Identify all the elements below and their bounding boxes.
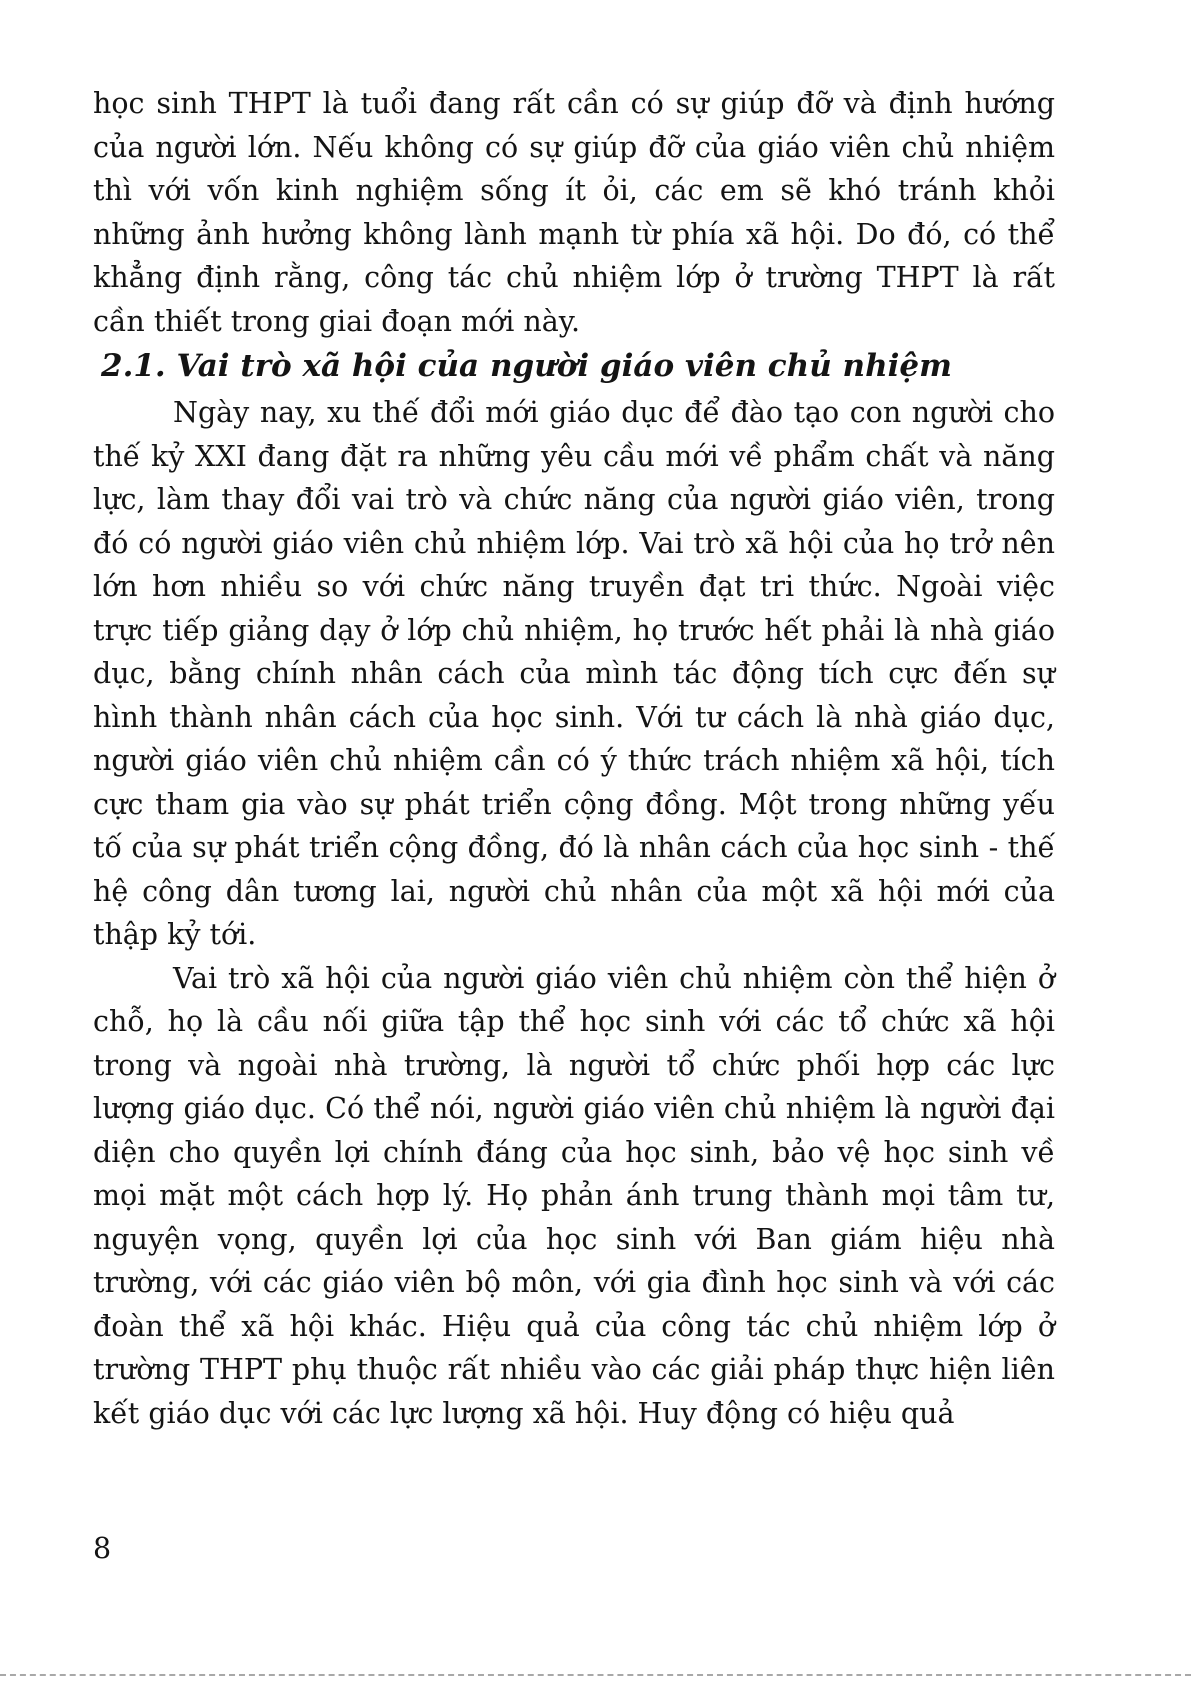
page-bottom-edge [0,1674,1191,1676]
page-body [93,82,1055,1435]
paragraph-continued: học sinh THPT là tuổi đang rất cần có sự giúp đỡ và định hướng của người lớn. Nếu không có sự giúp đỡ của giáo viên chủ nhiệm thì với vốn kinh nghiệm sống ít ỏi, các em sẽ khó tránh khỏi những ảnh hưởng không lành mạnh từ phía xã hội. Do đó, có thể khẳng định rằng, công tác chủ nhiệm lớp ở trường THPT là rất cần thiết trong giai đoạn mới này. [93,87,1055,338]
section-heading: 2.1. Vai trò xã hội của người giáo viên chủ nhiệm [101,348,952,384]
paragraph-bridge-role: Vai trò xã hội của người giáo viên chủ nhiệm còn thể hiện ở chỗ, họ là cầu nối giữa tập thể học sinh với các tổ chức xã hội trong và ngoài nhà trường, là người tổ chức phối hợp các lực lượng giáo dục. Có thể nói, người giáo viên chủ nhiệm là người đại diện cho quyền lợi chính đáng của học sinh, bảo vệ học sinh về mọi mặt một cách hợp lý. Họ phản ánh trung thành mọi tâm tư, nguyện vọng, quyền lợi của học sinh với Ban giám hiệu nhà trường, với các giáo viên bộ môn, với gia đình học sinh và với các đoàn thể xã hội khác. Hiệu quả của công tác chủ nhiệm lớp ở trường THPT phụ thuộc rất nhiều vào các giải pháp thực hiện liên kết giáo dục với các lực lượng xã hội. Huy động có hiệu quả [93,961,1055,1430]
page-number: 8 [93,1532,112,1565]
paragraph-social-role: Ngày nay, xu thế đổi mới giáo dục để đào tạo con người cho thế kỷ XXI đang đặt ra những yêu cầu mới về phẩm chất và năng lực, làm thay đổi vai trò và chức năng của người giáo viên, trong đó có người giáo viên chủ nhiệm lớp. Vai trò xã hội của họ trở nên lớn hơn nhiều so với chức năng truyền đạt tri thức. Ngoài việc trực tiếp giảng dạy ở lớp chủ nhiệm, họ trước hết phải là nhà giáo dục, bằng chính nhân cách của mình tác động tích cực đến sự hình thành nhân cách của học sinh. Với tư cách là nhà giáo dục, người giáo viên chủ nhiệm cần có ý thức trách nhiệm xã hội, tích cực tham gia vào sự phát triển cộng đồng. Một trong những yếu tố của sự phát triển cộng đồng, đó là nhân cách của học sinh - thế hệ công dân tương lai, người chủ nhân của một xã hội mới của thập kỷ tới. [93,396,1055,951]
